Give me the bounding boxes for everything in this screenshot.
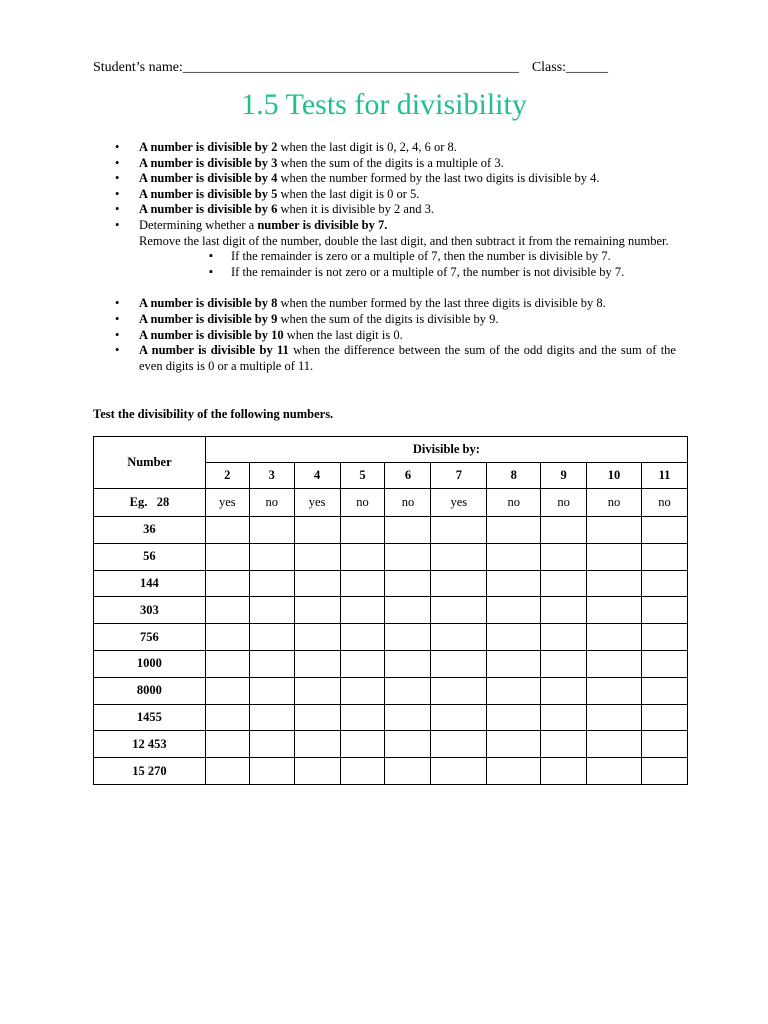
rule-item: • A number is divisible by 3 when the sum of the digits is a multiple of 3. bbox=[93, 156, 676, 172]
table-row bbox=[94, 543, 688, 570]
answer-cell[interactable] bbox=[340, 704, 385, 731]
answer-cell[interactable] bbox=[385, 704, 431, 731]
answer-cell[interactable] bbox=[205, 731, 249, 758]
number-cell: 8000 bbox=[94, 677, 206, 704]
answer-cell[interactable] bbox=[205, 570, 249, 597]
answer-cell[interactable] bbox=[431, 517, 487, 544]
example-answer: no bbox=[641, 489, 687, 517]
answer-cell[interactable] bbox=[431, 597, 487, 624]
answer-cell[interactable] bbox=[249, 758, 294, 785]
answer-cell[interactable] bbox=[541, 758, 587, 785]
table-row bbox=[94, 570, 688, 597]
answer-cell[interactable] bbox=[294, 731, 340, 758]
answer-cell[interactable] bbox=[587, 704, 642, 731]
answer-cell[interactable] bbox=[431, 704, 487, 731]
answer-cell[interactable] bbox=[249, 650, 294, 677]
example-row bbox=[94, 489, 688, 517]
answer-cell[interactable] bbox=[205, 597, 249, 624]
answer-cell[interactable] bbox=[294, 704, 340, 731]
divisor-header: 3 bbox=[249, 463, 294, 489]
divisor-header: 8 bbox=[487, 463, 541, 489]
answer-cell[interactable] bbox=[294, 517, 340, 544]
answer-cell[interactable] bbox=[205, 677, 249, 704]
answer-cell[interactable] bbox=[587, 543, 642, 570]
divisor-header: 10 bbox=[587, 463, 642, 489]
answer-cell[interactable] bbox=[294, 758, 340, 785]
divisor-header: 9 bbox=[541, 463, 587, 489]
instruction: Test the divisibility of the following numbers. bbox=[93, 407, 334, 421]
answer-cell[interactable] bbox=[340, 543, 385, 570]
student-name-field[interactable]: Student’s name:________________________________________________ bbox=[93, 60, 519, 75]
number-header: Number bbox=[94, 437, 206, 489]
answer-cell[interactable] bbox=[385, 731, 431, 758]
rules-list bbox=[93, 140, 676, 374]
example-answer: no bbox=[340, 489, 385, 517]
table-row bbox=[94, 677, 688, 704]
answer-cell[interactable] bbox=[487, 597, 541, 624]
answer-cell[interactable] bbox=[487, 677, 541, 704]
divisor-header: 7 bbox=[431, 463, 487, 489]
table-row bbox=[94, 731, 688, 758]
answer-cell[interactable] bbox=[294, 677, 340, 704]
answer-cell[interactable] bbox=[340, 597, 385, 624]
table-row bbox=[94, 624, 688, 651]
answer-cell[interactable] bbox=[340, 650, 385, 677]
answer-cell[interactable] bbox=[487, 758, 541, 785]
divisor-header: 2 bbox=[205, 463, 249, 489]
example-answer: yes bbox=[205, 489, 249, 517]
answer-cell[interactable] bbox=[541, 597, 587, 624]
number-cell: 56 bbox=[94, 543, 206, 570]
answer-cell[interactable] bbox=[294, 570, 340, 597]
table-row bbox=[94, 704, 688, 731]
example-answer: no bbox=[385, 489, 431, 517]
number-cell: 144 bbox=[94, 570, 206, 597]
answer-cell[interactable] bbox=[340, 517, 385, 544]
answer-cell[interactable] bbox=[340, 758, 385, 785]
answer-cell[interactable] bbox=[294, 624, 340, 651]
answer-cell[interactable] bbox=[385, 624, 431, 651]
rule-item: • A number is divisible by 10 when the last digit is 0. bbox=[93, 328, 676, 344]
answer-cell[interactable] bbox=[587, 597, 642, 624]
divisor-header: 11 bbox=[641, 463, 687, 489]
table-row bbox=[94, 758, 688, 785]
answer-cell[interactable] bbox=[641, 570, 687, 597]
answer-cell[interactable] bbox=[431, 731, 487, 758]
answer-cell[interactable] bbox=[294, 597, 340, 624]
table-row bbox=[94, 650, 688, 677]
answer-cell[interactable] bbox=[587, 650, 642, 677]
answer-cell[interactable] bbox=[294, 650, 340, 677]
rule-item: • A number is divisible by 6 when it is divisible by 2 and 3. bbox=[93, 202, 676, 218]
answer-cell[interactable] bbox=[249, 624, 294, 651]
answer-cell[interactable] bbox=[205, 650, 249, 677]
number-cell: 36 bbox=[94, 517, 206, 544]
divisor-header: 6 bbox=[385, 463, 431, 489]
answer-cell[interactable] bbox=[541, 624, 587, 651]
table-row bbox=[94, 597, 688, 624]
class-field[interactable]: Class:______ bbox=[531, 60, 609, 75]
answer-cell[interactable] bbox=[385, 570, 431, 597]
answer-cell[interactable] bbox=[249, 543, 294, 570]
rule-item: • A number is divisible by 11 when the difference between the sum of the odd digits and the sum of the even digits is 0 or a multiple of 11. bbox=[93, 343, 676, 374]
answer-cell[interactable] bbox=[641, 704, 687, 731]
answer-cell[interactable] bbox=[205, 704, 249, 731]
header-line bbox=[93, 60, 683, 76]
page-title: 1.5 Tests for divisibility bbox=[241, 88, 527, 121]
answer-cell[interactable] bbox=[641, 650, 687, 677]
answer-cell[interactable] bbox=[205, 543, 249, 570]
answer-cell[interactable] bbox=[249, 731, 294, 758]
answer-cell[interactable] bbox=[641, 597, 687, 624]
rule7-sub-item: ▪ If the remainder is zero or a multiple of 7, then the number is divisible by 7. bbox=[139, 249, 676, 265]
number-cell: 1455 bbox=[94, 704, 206, 731]
answer-cell[interactable] bbox=[587, 570, 642, 597]
divisor-header: 4 bbox=[294, 463, 340, 489]
example-answer: no bbox=[487, 489, 541, 517]
example-answer: yes bbox=[431, 489, 487, 517]
answer-cell[interactable] bbox=[487, 570, 541, 597]
answer-cell[interactable] bbox=[487, 731, 541, 758]
example-answer: no bbox=[587, 489, 642, 517]
table-row bbox=[94, 517, 688, 544]
divisible-by-header: Divisible by: bbox=[205, 437, 687, 463]
answer-cell[interactable] bbox=[340, 731, 385, 758]
answer-cell[interactable] bbox=[385, 758, 431, 785]
answer-cell[interactable] bbox=[431, 543, 487, 570]
number-cell: 756 bbox=[94, 624, 206, 651]
answer-cell[interactable] bbox=[431, 758, 487, 785]
answer-cell[interactable] bbox=[340, 624, 385, 651]
answer-cell[interactable] bbox=[587, 624, 642, 651]
rule7-description: Remove the last digit of the number, double the last digit, and then subtract it from the remaining number. bbox=[139, 233, 669, 248]
answer-cell[interactable] bbox=[431, 677, 487, 704]
answer-cell[interactable] bbox=[385, 543, 431, 570]
answer-cell[interactable] bbox=[487, 543, 541, 570]
answer-cell[interactable] bbox=[641, 677, 687, 704]
answer-cell[interactable] bbox=[340, 677, 385, 704]
number-cell: 12 453 bbox=[94, 731, 206, 758]
example-answer: no bbox=[249, 489, 294, 517]
answer-cell[interactable] bbox=[541, 650, 587, 677]
number-cell: 15 270 bbox=[94, 758, 206, 785]
answer-cell[interactable] bbox=[641, 731, 687, 758]
answer-cell[interactable] bbox=[294, 543, 340, 570]
answer-cell[interactable] bbox=[587, 677, 642, 704]
answer-cell[interactable] bbox=[541, 731, 587, 758]
example-answer: no bbox=[541, 489, 587, 517]
answer-cell[interactable] bbox=[487, 650, 541, 677]
answer-cell[interactable] bbox=[249, 570, 294, 597]
answer-cell[interactable] bbox=[487, 704, 541, 731]
rule-item: • A number is divisible by 5 when the last digit is 0 or 5. bbox=[93, 187, 676, 203]
answer-cell[interactable] bbox=[641, 758, 687, 785]
rule-item: • A number is divisible by 9 when the sum of the digits is divisible by 9. bbox=[93, 312, 676, 328]
answer-cell[interactable] bbox=[541, 517, 587, 544]
answer-cell[interactable] bbox=[541, 570, 587, 597]
rule7-sub-item: ▪ If the remainder is not zero or a multiple of 7, the number is not divisible by 7. bbox=[139, 265, 676, 281]
rule-item-7: • Determining whether a number is divisible by 7. Remove the last digit of the number, double the last digit, and then subtract it from the remaining number. ▪ If the remainder is zero or a multiple of 7, then the number is divisible by 7. ▪ If the remainder is not zero or a multiple of 7, the number is not divisible by 7. bbox=[93, 218, 676, 280]
answer-cell[interactable] bbox=[249, 677, 294, 704]
answer-cell[interactable] bbox=[487, 624, 541, 651]
divisibility-table bbox=[93, 436, 688, 785]
answer-cell[interactable] bbox=[587, 758, 642, 785]
answer-cell[interactable] bbox=[340, 570, 385, 597]
divisor-header: 5 bbox=[340, 463, 385, 489]
answer-cell[interactable] bbox=[641, 517, 687, 544]
answer-cell[interactable] bbox=[641, 624, 687, 651]
answer-cell[interactable] bbox=[541, 704, 587, 731]
answer-cell[interactable] bbox=[587, 517, 642, 544]
answer-cell[interactable] bbox=[541, 543, 587, 570]
answer-cell[interactable] bbox=[487, 517, 541, 544]
rule-item: • A number is divisible by 4 when the number formed by the last two digits is divisible by 4. bbox=[93, 171, 676, 187]
example-answer: yes bbox=[294, 489, 340, 517]
number-cell: 1000 bbox=[94, 650, 206, 677]
answer-cell[interactable] bbox=[385, 677, 431, 704]
answer-cell[interactable] bbox=[641, 543, 687, 570]
answer-cell[interactable] bbox=[205, 758, 249, 785]
answer-cell[interactable] bbox=[205, 517, 249, 544]
answer-cell[interactable] bbox=[249, 517, 294, 544]
answer-cell[interactable] bbox=[431, 650, 487, 677]
answer-cell[interactable] bbox=[385, 517, 431, 544]
number-cell: 303 bbox=[94, 597, 206, 624]
answer-cell[interactable] bbox=[249, 704, 294, 731]
answer-cell[interactable] bbox=[385, 597, 431, 624]
answer-cell[interactable] bbox=[431, 624, 487, 651]
rule-item: • A number is divisible by 2 when the last digit is 0, 2, 4, 6 or 8. bbox=[93, 140, 676, 156]
answer-cell[interactable] bbox=[205, 624, 249, 651]
answer-cell[interactable] bbox=[385, 650, 431, 677]
answer-cell[interactable] bbox=[587, 731, 642, 758]
example-label: Eg. 28 bbox=[94, 489, 206, 517]
answer-cell[interactable] bbox=[431, 570, 487, 597]
rule-item: • A number is divisible by 8 when the number formed by the last three digits is divisible by 8. bbox=[93, 296, 676, 312]
answer-cell[interactable] bbox=[249, 597, 294, 624]
answer-cell[interactable] bbox=[541, 677, 587, 704]
